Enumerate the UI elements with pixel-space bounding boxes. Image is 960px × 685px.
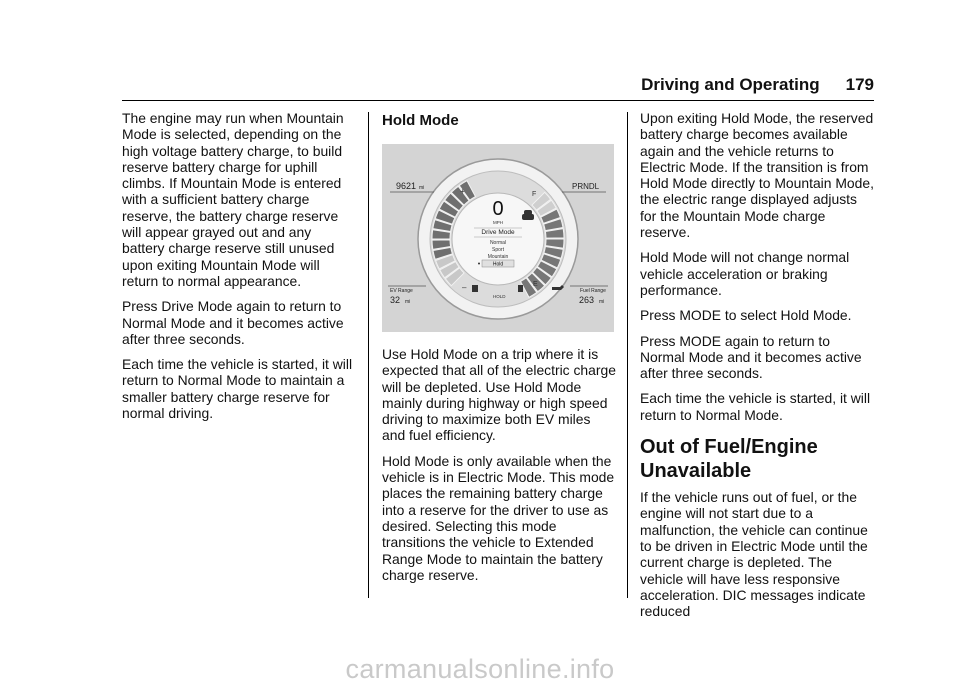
- battery-icon: [472, 285, 478, 292]
- header-rule: [122, 100, 874, 101]
- fuel-range-unit: mi: [599, 299, 605, 305]
- paragraph: Each time the vehicle is started, it will return to Normal Mode.: [640, 390, 871, 423]
- power-minus-label: –: [462, 283, 467, 292]
- drive-mode-title: Drive Mode: [481, 229, 515, 236]
- ev-range-label: EV Range: [390, 288, 413, 294]
- paragraph: Press Drive Mode again to return to Normal Mode and it becomes active after three seconds.: [122, 298, 344, 347]
- drive-mode-option-hold: Hold: [492, 261, 504, 268]
- ev-range-value: 32: [390, 295, 401, 305]
- paragraph: Use Hold Mode on a trip where it is expected that all of the electric charge will be depleted. Use Hold Mode mainly during highway or high speed driving to maximize both EV miles and fuel efficiency.: [382, 346, 616, 444]
- paragraph: Press MODE again to return to Normal Mode and it becomes active after three seconds.: [640, 332, 862, 382]
- section-heading-out-of-fuel: Out of Fuel/Engine Unavailable: [640, 436, 818, 483]
- speed-unit: MPH: [493, 220, 503, 225]
- section-title: Driving and Operating: [641, 75, 820, 94]
- fuel-range-value: 263: [579, 295, 595, 305]
- selection-dot-icon: [478, 263, 480, 265]
- hold-indicator: HOLD: [493, 294, 506, 299]
- drive-mode-option-normal: Normal: [489, 240, 507, 246]
- section-heading-hold-mode: Hold Mode: [382, 112, 459, 129]
- paragraph: Hold Mode is only available when the vehicle is in Electric Mode. This mode places the remaining battery charge into a reserve for the driver to use as desired. Selecting this mode transitions the vehicle to Extended Range Mode to maintain the battery charge reserve.: [382, 452, 615, 583]
- watermark: carmanualsonline.info: [345, 654, 615, 684]
- fuel-pump-icon: [518, 285, 523, 292]
- paragraph: The engine may run when Mountain Mode is selected, depending on the high voltage battery charge, to build reserve battery charge for uphill climbs. If Mountain Mode is entered with a sufficient battery charge reserve, the battery charge reserve will appear grayed out and any battery charge reserve still unused upon exiting Mountain Mode will return to normal appearance.: [122, 110, 344, 289]
- paragraph: If the vehicle runs out of fuel, or the engine will not start due to a malfunction, the vehicle can continue to be driven in Electric Mode until the current charge is depleted. The vehicle will have less responsive acceleration. DIC messages indicate reduced: [640, 489, 868, 620]
- fuel-full-label: F: [532, 191, 537, 198]
- fuel-range-label: Fuel Range: [580, 288, 606, 294]
- paragraph: Upon exiting Hold Mode, the reserved battery charge becomes available again and the vehicle returns to Electric Mode. If the transition is from Hold Mode directly to Mountain Mode, the electric range displayed adjusts for the Mountain Mode charge reserve.: [640, 110, 874, 241]
- instrument-cluster-figure: [382, 144, 614, 332]
- column-middle: [382, 110, 616, 592]
- odometer-value: 9621: [396, 181, 417, 191]
- drive-mode-option-sport: Sport: [492, 247, 504, 253]
- page-header: [122, 74, 874, 96]
- odometer-unit: mi: [419, 185, 425, 191]
- column-right: [640, 110, 874, 628]
- column-left: [122, 110, 356, 430]
- ev-range-unit: mi: [405, 299, 411, 305]
- paragraph: Each time the vehicle is started, it will return to Normal Mode to maintain a smaller battery charge reserve for normal driving.: [122, 356, 353, 422]
- column-divider: [368, 112, 369, 598]
- page-number: 179: [845, 75, 874, 94]
- power-plus-label: +: [460, 187, 465, 196]
- speed-value: 0: [492, 198, 504, 220]
- drive-mode-option-mountain: Mountain: [487, 254, 509, 260]
- paragraph: Press MODE to select Hold Mode.: [640, 307, 852, 324]
- prndl-indicator: PRNDL: [572, 182, 600, 191]
- fuel-empty-label: E: [533, 281, 538, 288]
- column-divider: [627, 112, 628, 598]
- paragraph: Hold Mode will not change normal vehicle acceleration or braking performance.: [640, 249, 850, 298]
